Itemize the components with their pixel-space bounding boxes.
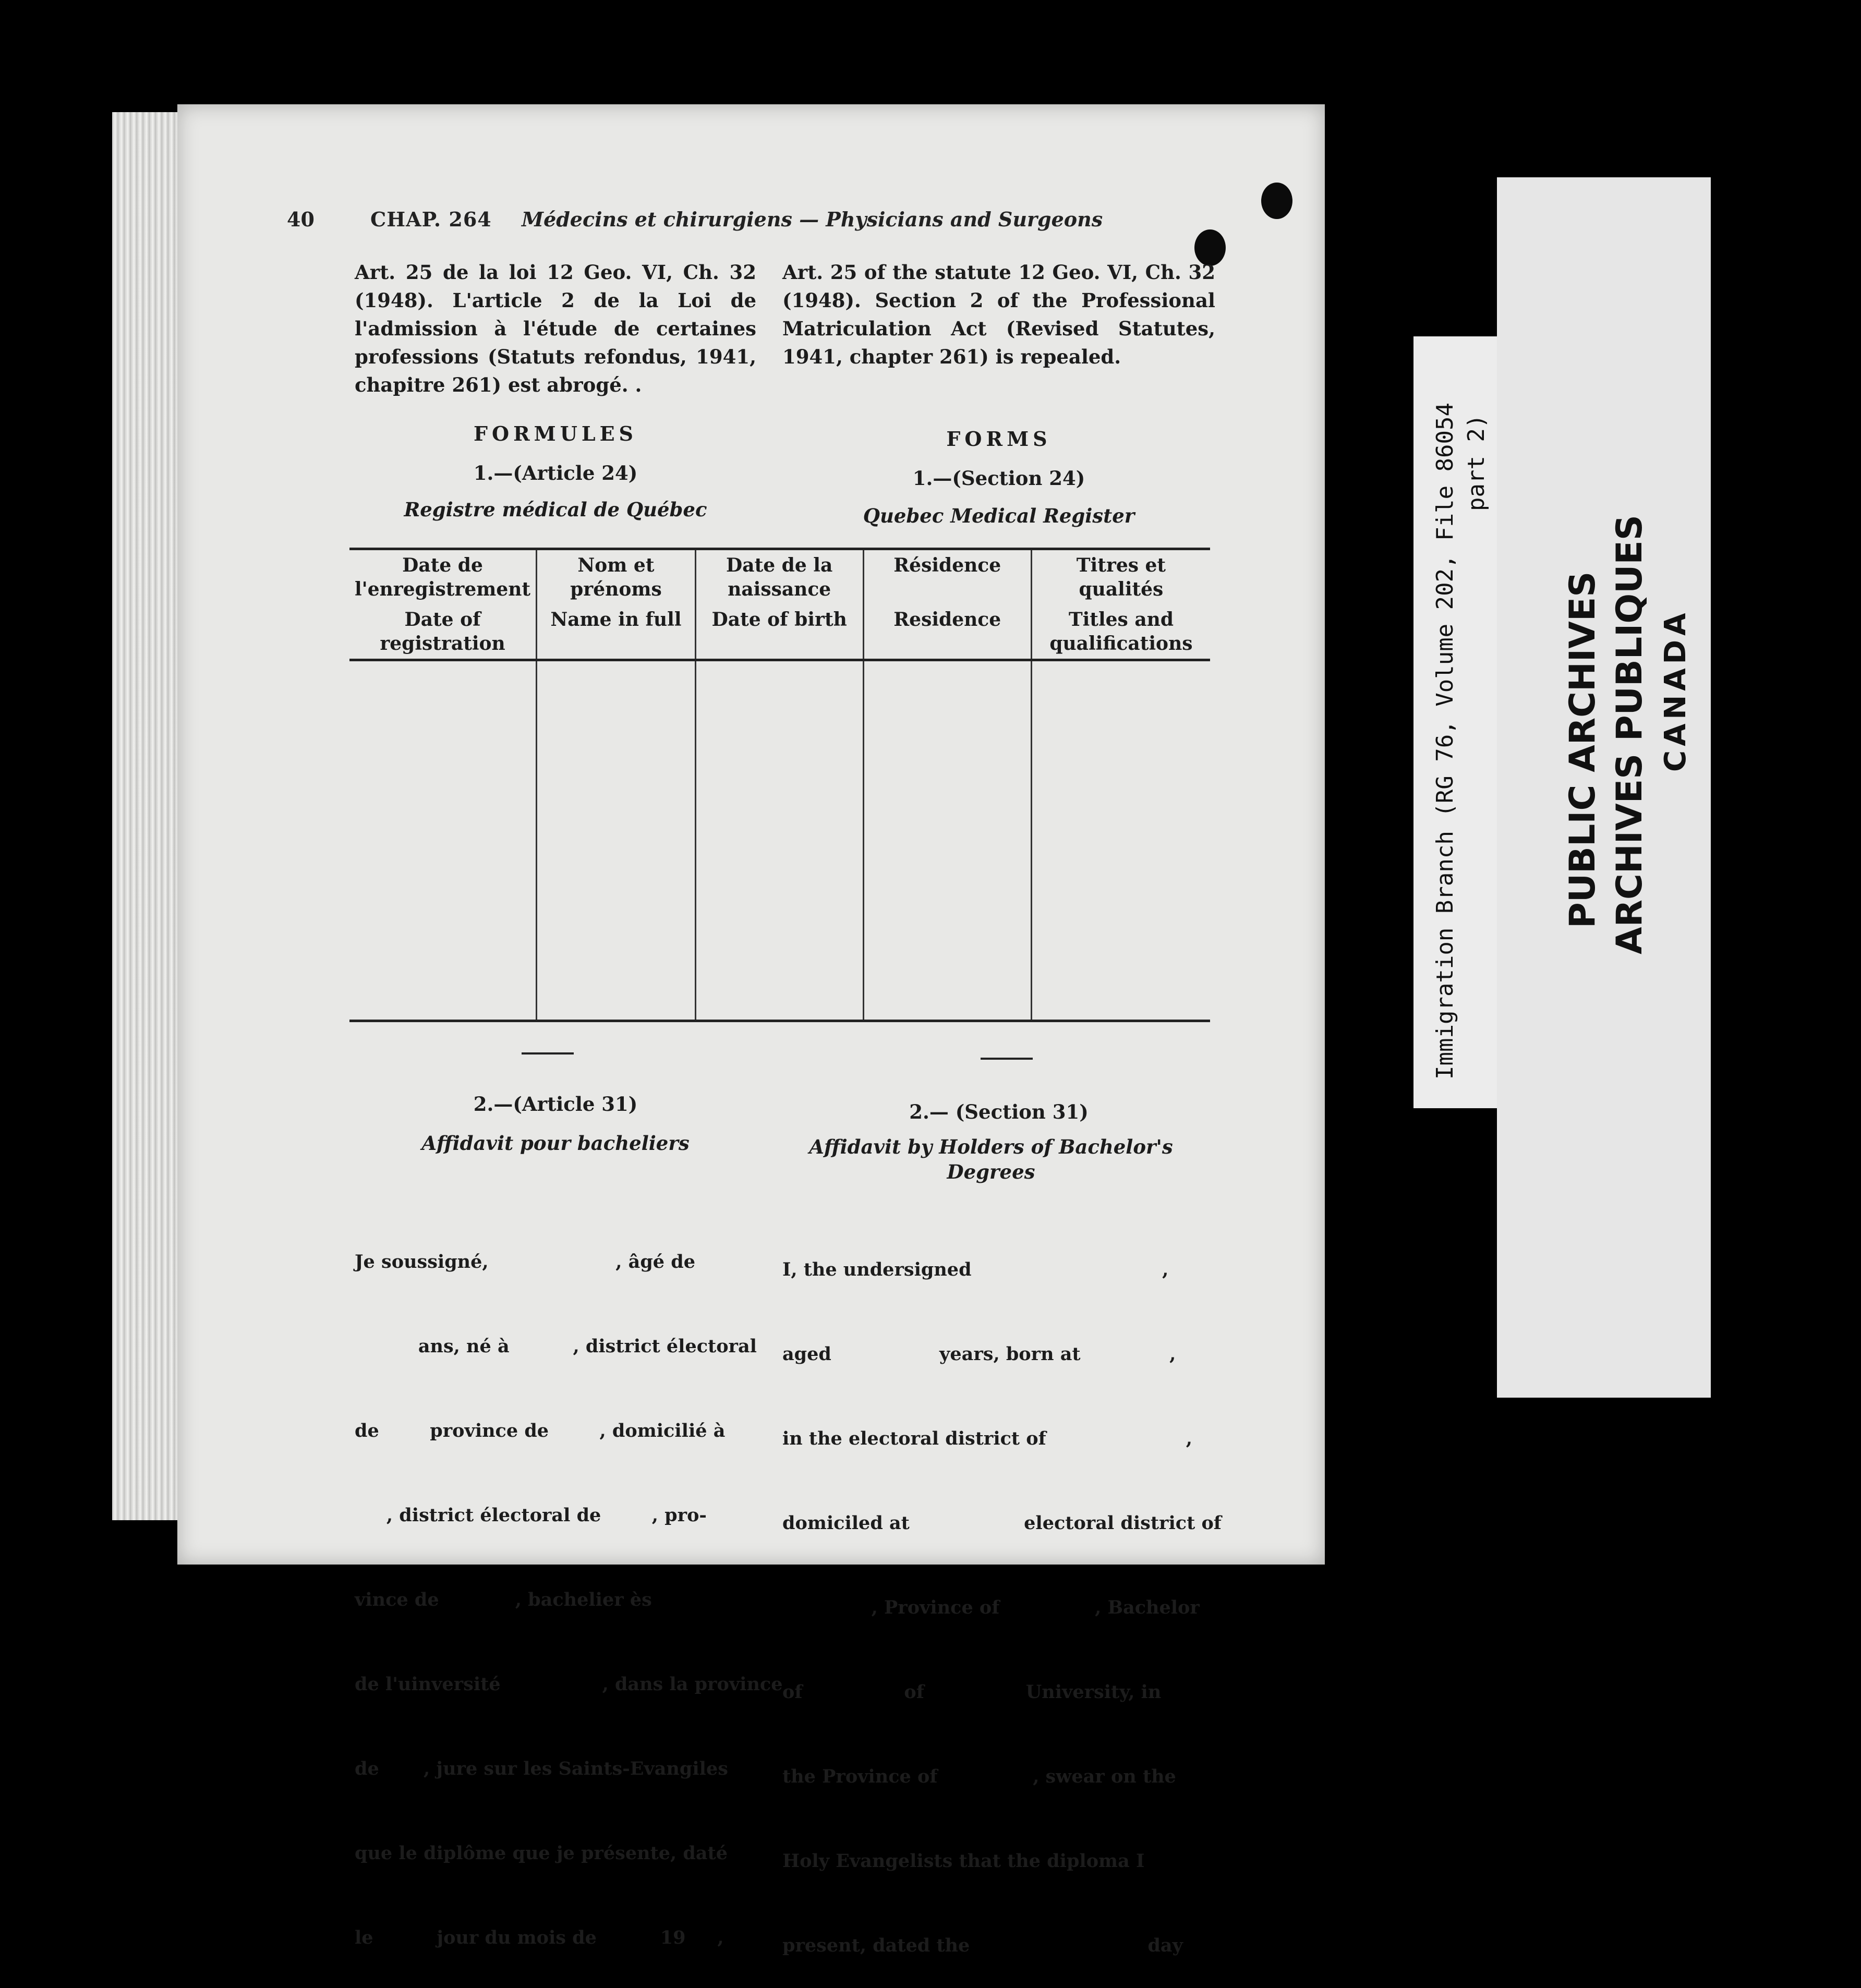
- table-row: [349, 660, 1210, 1021]
- stamp-line-public-archives: PUBLIC ARCHIVES: [1562, 571, 1603, 928]
- affidavit-en-line: aged years, born at ,: [782, 1343, 1176, 1365]
- article-25-french: [355, 258, 756, 399]
- col-header-name-en: Name in full: [537, 604, 696, 660]
- form1-item-fr: 1.—(Article 24): [473, 462, 638, 484]
- punch-hole-top: [1261, 183, 1292, 219]
- forms-heading-en: FORMS: [946, 427, 1052, 451]
- page-number: 40: [287, 208, 315, 231]
- register-title-en: Quebec Medical Register: [863, 504, 1135, 527]
- stamp-line-canada: CANADA: [1659, 609, 1693, 772]
- affidavit-fr-line: , district électoral de , pro-: [355, 1505, 707, 1526]
- col-header-titles-fr: Titres et qualités: [1031, 549, 1210, 605]
- col-header-titles-en: Titles and qualifications: [1031, 604, 1210, 660]
- affidavit-fr-line: ans, né à , district électoral: [355, 1336, 757, 1357]
- forms-heading-fr: FORMULES: [474, 422, 637, 445]
- affidavit-title-en: Affidavit by Holders of Bachelor's Degrees: [809, 1135, 1173, 1183]
- table-cell: [349, 660, 537, 1021]
- form2-item-en: 2.— (Section 31): [909, 1100, 1089, 1123]
- col-header-residence-en: Residence: [863, 604, 1031, 660]
- form1-item-en: 1.—(Section 24): [912, 467, 1085, 490]
- table-cell: [537, 660, 696, 1021]
- col-header-residence-fr: Résidence: [863, 549, 1031, 605]
- affidavit-fr-line: que le diplôme que je présente, daté: [355, 1842, 728, 1864]
- affidavit-en-line: domiciled at electoral district of: [782, 1512, 1222, 1534]
- article-25-fr-text: de la loi 12 Geo. VI, Ch. 32 (1948). L'article 2 de la Loi de l'admission à l'étude de certaines professions (Statuts refondus, 1941, chapitre 261) est abrogé. .: [355, 261, 757, 396]
- section-divider-en: [981, 1058, 1033, 1060]
- archive-label-text: Immigration Branch (RG 76, Volume 202, File 86054: [1432, 402, 1458, 1080]
- archive-label-text-part: part 2): [1463, 414, 1490, 511]
- affidavit-fr-line: de , jure sur les Saints-Evangiles: [355, 1758, 728, 1779]
- affidavit-body-fr: [355, 1192, 783, 1980]
- affidavit-en-line: Holy Evangelists that the diploma I: [782, 1850, 1145, 1872]
- affidavit-fr-line: de province de , domicilié à: [355, 1420, 726, 1441]
- public-archives-stamp: [1497, 177, 1711, 1398]
- affidavit-en-line: , Province of , Bachelor: [782, 1597, 1200, 1618]
- page-title: Médecins et chirurgiens — Physicians and Surgeons: [522, 208, 1103, 231]
- stamp-line-archives-publiques: ARCHIVES PUBLIQUES: [1609, 515, 1650, 954]
- register-title-fr: Registre médical de Québec: [404, 498, 707, 521]
- col-header-date-registration-en: Date of registration: [349, 604, 537, 660]
- affidavit-en-line: the Province of , swear on the: [782, 1766, 1176, 1787]
- table-header-row-fr: [349, 549, 1210, 605]
- article-25-en-text: of the statute 12 Geo. VI, Ch. 32 (1948). Section 2 of the Professional Matriculation Act (Revised Statutes, 1941, chapter 261) is repealed.: [782, 261, 1215, 368]
- article-25-fr-lead: Art. 25: [355, 261, 433, 284]
- col-header-birth-fr: Date de la naissance: [695, 549, 863, 605]
- affidavit-fr-line: Je soussigné, , âgé de: [355, 1251, 696, 1272]
- affidavit-fr-line: vince de , bachelier ès: [355, 1589, 652, 1610]
- affidavit-en-line: I, the undersigned ,: [782, 1259, 1169, 1280]
- affidavit-en-line: present, dated the day: [782, 1935, 1183, 1956]
- affidavit-fr-line: de l'uinversité , dans la province: [355, 1674, 783, 1695]
- form2-item-fr: 2.—(Article 31): [473, 1093, 638, 1116]
- medical-register-table: [349, 548, 1210, 1022]
- col-header-name-fr: Nom et prénoms: [537, 549, 696, 605]
- table-cell: [863, 660, 1031, 1021]
- table-cell: [1031, 660, 1210, 1021]
- affidavit-body-en: [782, 1199, 1222, 1988]
- affidavit-fr-line: le jour du mois de 19 ,: [355, 1927, 724, 1948]
- table-header-row-en: [349, 604, 1210, 660]
- article-25-en-lead: Art. 25: [782, 261, 857, 284]
- article-25-english: [782, 258, 1215, 371]
- section-divider-fr: [522, 1052, 574, 1054]
- col-header-date-registration-fr: Date de l'enregistrement: [349, 549, 537, 605]
- affidavit-title-fr: Affidavit pour bacheliers: [421, 1132, 690, 1155]
- col-header-birth-en: Date of birth: [695, 604, 863, 660]
- affidavit-en-line: in the electoral district of ,: [782, 1428, 1192, 1449]
- table-cell: [695, 660, 863, 1021]
- affidavit-en-line: of of University, in: [782, 1681, 1162, 1703]
- chapter-label: CHAP. 264: [370, 208, 492, 231]
- book-page-edges: [112, 112, 180, 1520]
